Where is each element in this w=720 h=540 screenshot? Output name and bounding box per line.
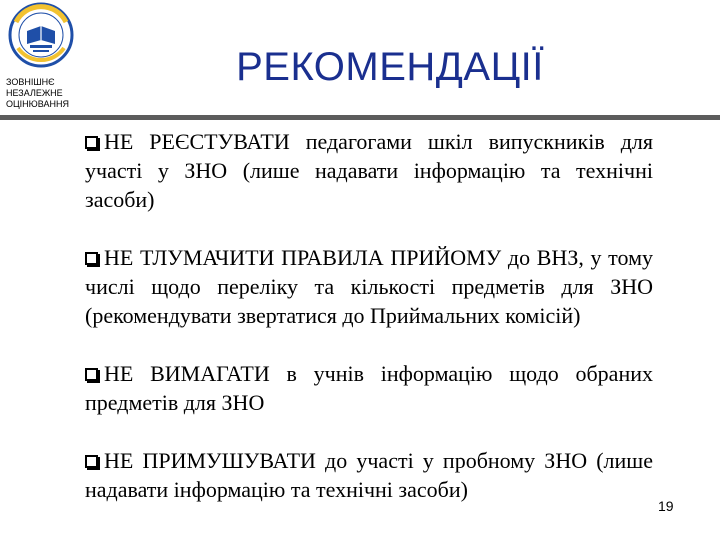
list-item [85, 127, 653, 214]
square-bullet-icon [85, 136, 98, 149]
list-item [85, 446, 653, 504]
logo-caption-line: ЗОВНІШНЄ [6, 77, 55, 87]
square-bullet-icon [85, 252, 98, 265]
page-title: РЕКОМЕНДАЦІЇ [236, 45, 544, 89]
logo-caption [6, 77, 86, 110]
logo-caption-line: ОЦІНЮВАННЯ [6, 99, 69, 109]
recommendations-list [85, 127, 653, 504]
logo-caption-line: НЕЗАЛЕЖНЕ [6, 88, 63, 98]
list-item [85, 359, 653, 417]
list-item-text: НЕ ТЛУМАЧИТИ ПРАВИЛА ПРИЙОМУ до ВНЗ, у тому числі щодо переліку та кількості предметів для ЗНО (рекомендувати звертатися до Приймальних комісій) [85, 245, 653, 328]
list-item [85, 243, 653, 330]
square-bullet-icon [85, 368, 98, 381]
square-bullet-icon [85, 455, 98, 468]
zno-logo-icon [8, 2, 74, 70]
list-item-text: НЕ ВИМАГАТИ в учнів інформацію щодо обраних предметів для ЗНО [85, 361, 653, 415]
list-item-text: НЕ РЕЄСТУВАТИ педагогами шкіл випускників для участі у ЗНО (лише надавати інформацію та технічні засоби) [85, 129, 653, 212]
list-item-text: НЕ ПРИМУШУВАТИ до участі у пробному ЗНО (лише надавати інформацію та технічні засоби) [85, 448, 653, 502]
page-number: 19 [658, 498, 674, 514]
header-divider [0, 115, 720, 120]
